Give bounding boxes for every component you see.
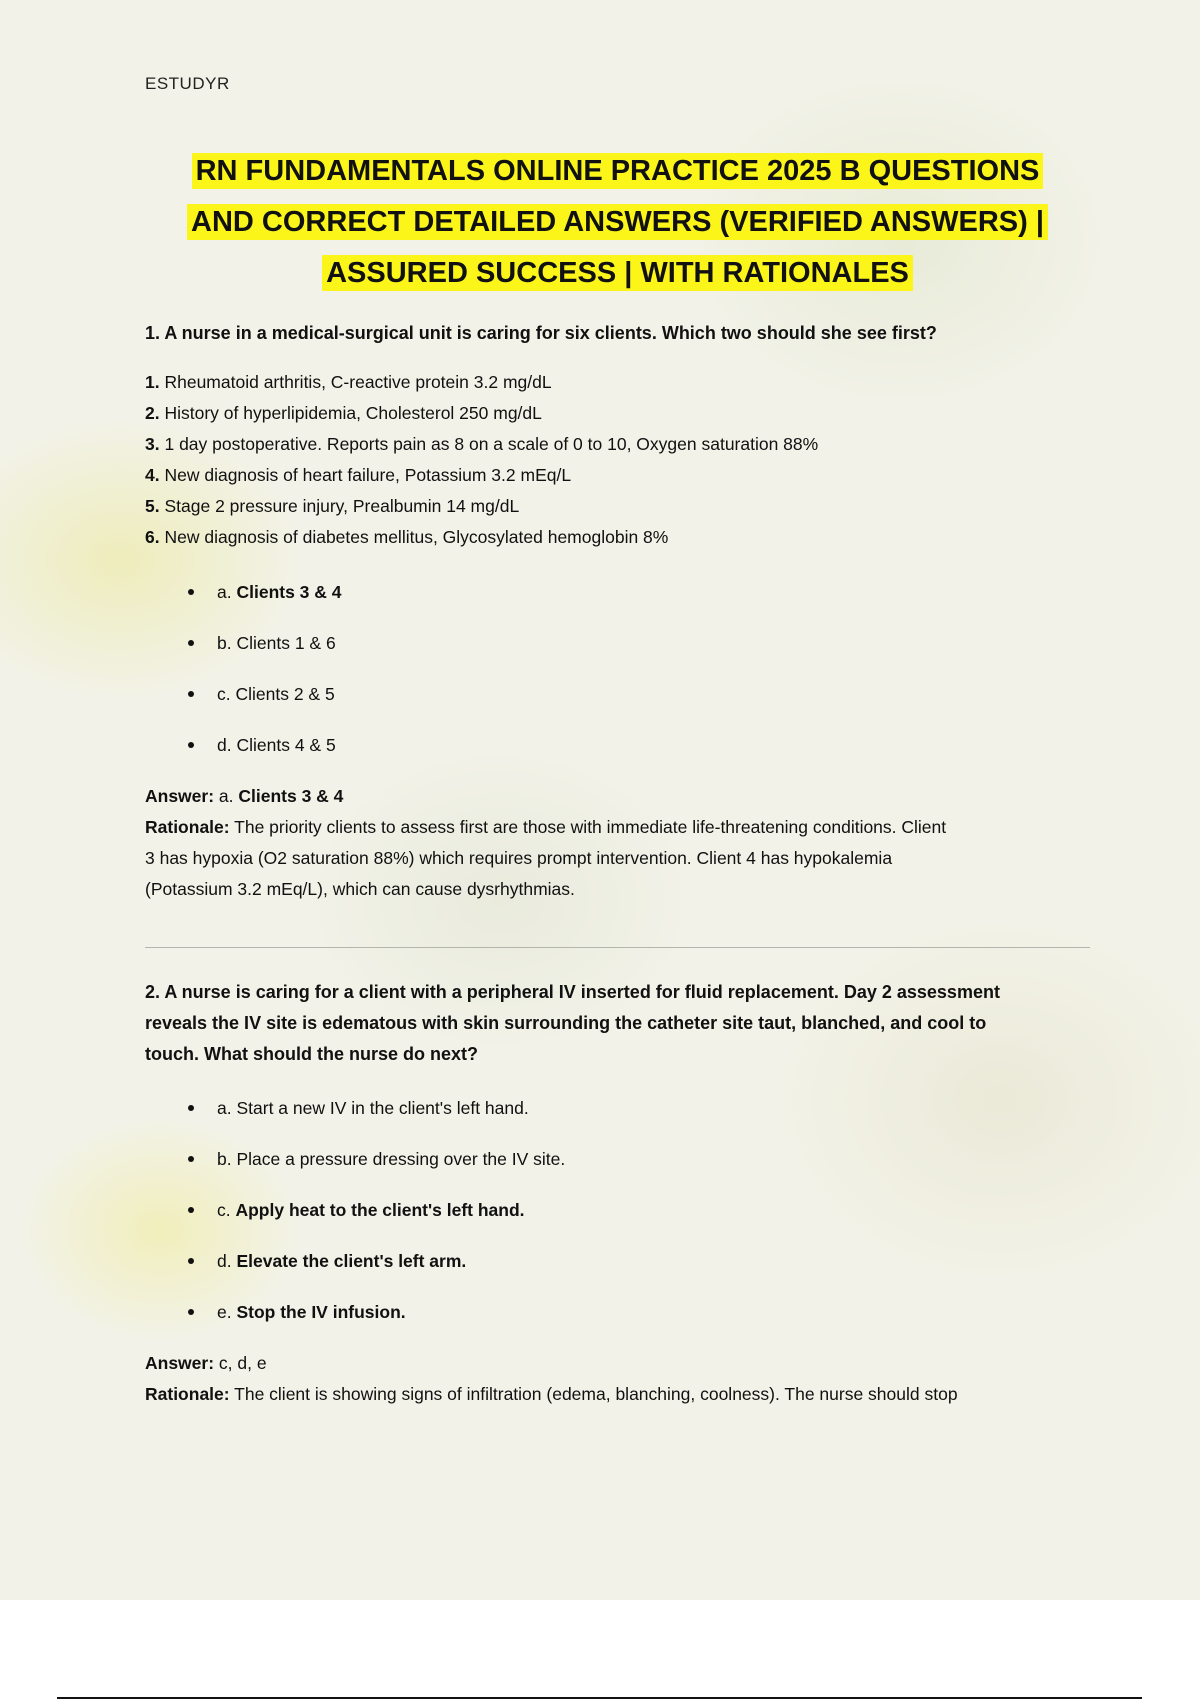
client-text: Stage 2 pressure injury, Prealbumin 14 mg/dL: [159, 496, 520, 516]
client-number: 5.: [145, 496, 160, 516]
client-item: [145, 460, 1090, 491]
client-text: History of hyperlipidemia, Cholesterol 250 mg/dL: [159, 403, 542, 423]
option-text: Apply heat to the client's left hand.: [235, 1200, 525, 1220]
rationale-label: Rationale:: [145, 817, 230, 837]
q2-options: [185, 1096, 1065, 1351]
option-text: Clients 4 & 5: [236, 735, 336, 755]
client-item: [145, 522, 1090, 553]
option-text: Clients 2 & 5: [235, 684, 335, 704]
q2-answer-block: [145, 1348, 1090, 1410]
question-1: 1. A nurse in a medical-surgical unit is caring for six clients. Which two should she see first?: [145, 323, 937, 343]
section-divider: [145, 947, 1090, 948]
q1-answer-block: [145, 781, 1090, 905]
title-line-2: AND CORRECT DETAILED ANSWERS (VERIFIED ANSWERS) |: [187, 204, 1048, 240]
option-letter: b.: [217, 633, 237, 653]
title-line-1: RN FUNDAMENTALS ONLINE PRACTICE 2025 B QUESTIONS: [192, 153, 1044, 189]
option-text: Start a new IV in the client's left hand.: [236, 1098, 529, 1118]
option-text: Clients 3 & 4: [236, 582, 342, 602]
option-letter: a.: [217, 1098, 237, 1118]
footer-divider: [57, 1697, 1142, 1699]
client-item: [145, 367, 1090, 398]
option-text: Clients 1 & 6: [236, 633, 336, 653]
option-text: Stop the IV infusion.: [236, 1302, 406, 1322]
answer-text: Clients 3 & 4: [238, 786, 344, 806]
q1-rationale-line-1: [145, 812, 1090, 843]
option-item: [185, 1249, 1065, 1300]
q1-rationale-line-2: 3 has hypoxia (O2 saturation 88%) which requires prompt intervention. Client 4 has hypokalemia: [145, 848, 893, 868]
question-2: [145, 977, 1090, 1070]
answer-text: c, d, e: [214, 1353, 267, 1373]
client-item: [145, 398, 1090, 429]
option-item: [185, 682, 1065, 733]
document-title: [145, 146, 1090, 299]
client-item: [145, 429, 1090, 460]
option-letter: d.: [217, 735, 237, 755]
question-2-line-3: touch. What should the nurse do next?: [145, 1044, 478, 1064]
client-number: 1.: [145, 372, 160, 392]
option-letter: a.: [217, 582, 237, 602]
option-letter: c.: [217, 1200, 236, 1220]
answer-label: Answer:: [145, 1353, 215, 1373]
q1-rationale-line-3: (Potassium 3.2 mEq/L), which can cause dysrhythmias.: [145, 879, 575, 899]
rationale-text: The priority clients to assess first are those with immediate life-threatening conditions. Client: [229, 817, 947, 837]
question-2-line-2: reveals the IV site is edematous with skin surrounding the catheter site taut, blanched, and cool to: [145, 1013, 987, 1033]
client-item: [145, 491, 1090, 522]
q1-options: [185, 580, 1065, 784]
answer-label: Answer:: [145, 786, 215, 806]
option-item: [185, 1300, 1065, 1351]
client-list: [145, 367, 1090, 553]
option-letter: c.: [217, 684, 236, 704]
brand-header: ESTUDYR: [145, 74, 230, 93]
q2-rationale-line-1: [145, 1379, 1090, 1410]
client-text: New diagnosis of heart failure, Potassium 3.2 mEq/L: [159, 465, 572, 485]
client-text: Rheumatoid arthritis, C-reactive protein 3.2 mg/dL: [159, 372, 552, 392]
q1-answer: [145, 781, 1090, 812]
option-item: [185, 580, 1065, 631]
client-text: 1 day postoperative. Reports pain as 8 on a scale of 0 to 10, Oxygen saturation 88%: [159, 434, 819, 454]
option-item: [185, 1096, 1065, 1147]
option-text: Elevate the client's left arm.: [236, 1251, 467, 1271]
client-number: 2.: [145, 403, 160, 423]
option-letter: b.: [217, 1149, 237, 1169]
client-text: New diagnosis of diabetes mellitus, Glycosylated hemoglobin 8%: [159, 527, 669, 547]
option-text: Place a pressure dressing over the IV site.: [236, 1149, 566, 1169]
option-item: [185, 631, 1065, 682]
title-line-3: ASSURED SUCCESS | WITH RATIONALES: [322, 255, 913, 291]
rationale-text: The client is showing signs of infiltration (edema, blanching, coolness). The nurse should stop: [229, 1384, 958, 1404]
option-letter: d.: [217, 1251, 237, 1271]
option-item: [185, 1198, 1065, 1249]
option-item: [185, 733, 1065, 784]
option-letter: e.: [217, 1302, 237, 1322]
answer-letter: a.: [214, 786, 239, 806]
client-number: 4.: [145, 465, 160, 485]
client-number: 6.: [145, 527, 160, 547]
q2-answer: [145, 1348, 1090, 1379]
client-number: 3.: [145, 434, 160, 454]
rationale-label: Rationale:: [145, 1384, 230, 1404]
question-2-line-1: 2. A nurse is caring for a client with a peripheral IV inserted for fluid replacement. Day 2 assessment: [145, 982, 1000, 1002]
option-item: [185, 1147, 1065, 1198]
